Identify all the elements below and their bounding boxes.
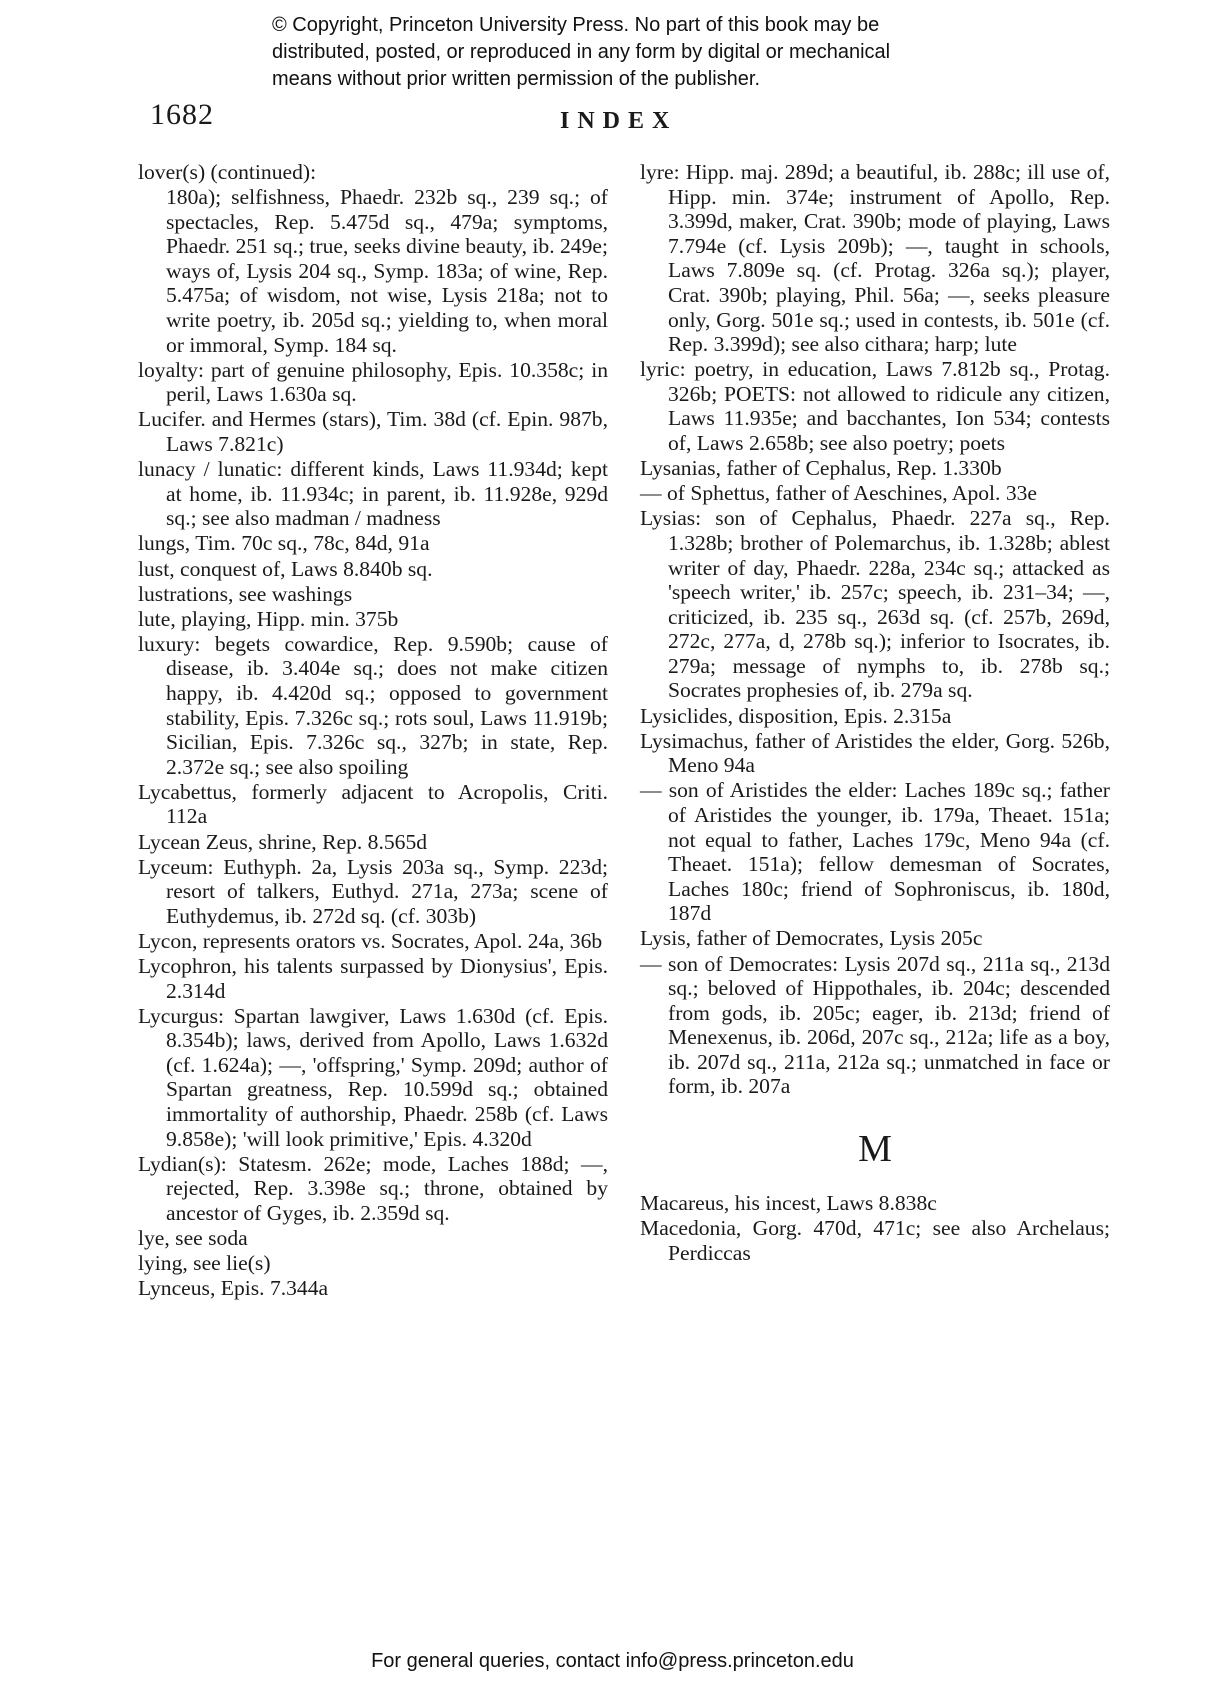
index-entry: 180a); selfishness, Phaedr. 232b sq., 239 sq.; of spectacles, Rep. 5.475d sq., 479a; symptoms, Phaedr. 251 sq.; true, seeks divine beauty, ib. 249e; ways of, Lysis 204 sq., Symp. 183a; of wine, Rep. 5.475a; of wisdom, not wise, Lysis 218a; not to write poetry, ib. 205d sq.; yielding to, when moral or immoral, Symp. 184 sq. [166, 185, 608, 357]
index-entry: loyalty: part of genuine philosophy, Epis. 10.358c; in peril, Laws 1.630a sq. [138, 357, 608, 407]
copyright-line-1: © Copyright, Princeton University Press. No part of this book may be [272, 14, 880, 36]
page-number: 1682 [150, 98, 214, 131]
index-entry: Lysiclides, disposition, Epis. 2.315a [640, 703, 952, 728]
running-head: INDEX [560, 108, 678, 134]
index-entry: Lydian(s): Statesm. 262e; mode, Laches 188d; —, rejected, Rep. 3.398e sq.; throne, obtained by ancestor of Gyges, ib. 2.359d sq. [138, 1151, 608, 1225]
index-entry: Lycophron, his talents surpassed by Dionysius', Epis. 2.314d [138, 954, 608, 1003]
index-entry: lye, see soda [138, 1226, 248, 1251]
index-entry: Lysis, father of Democrates, Lysis 205c [640, 926, 983, 951]
index-entry: Lynceus, Epis. 7.344a [138, 1276, 329, 1301]
index-entry: — son of Democrates: Lysis 207d sq., 211a sq., 213d sq.; beloved of Hippothales, ib. 204c; descended from gods, ib. 205c; eager, ib. 213d; friend of Menexenus, ib. 206d, 207c sq., 212a; life as a boy, ib. 207d sq., 211a, 212a sq.; unmatched in face or form, ib. 207a [640, 951, 1110, 1099]
index-entry: Lucifer. and Hermes (stars), Tim. 38d (cf. Epin. 987b, Laws 7.821c) [138, 407, 608, 457]
index-entry: Lysimachus, father of Aristides the elder, Gorg. 526b, Meno 94a [640, 728, 1110, 778]
index-entry: Lycean Zeus, shrine, Rep. 8.565d [138, 829, 428, 854]
index-entry: Lysias: son of Cephalus, Phaedr. 227a sq., Rep. 1.328b; brother of Polemarchus, ib. 1.328b; ablest writer of day, Phaedr. 228a, 234c sq.; attacked as 'speech writer,' ib. 257c; speech, ib. 231–34; —, criticized, ib. 235 sq., 263d sq. (cf. 257b, 269d, 272c, 277a, d, 278b sq.); inferior to Isocrates, ib. 279a; message of nymphs to, ib. 278b sq.; Socrates prophesies of, ib. 279a sq. [640, 506, 1110, 703]
footer-contact: For general queries, contact info@press.princeton.edu [371, 1650, 854, 1672]
index-entry: — son of Aristides the elder: Laches 189c sq.; father of Aristides the younger, ib. 179a, Theaet. 151a; not equal to father, Laches 179c, Meno 94a (cf. Theaet. 151a); fellow demesman of Socrates, Laches 180c; friend of Sophroniscus, ib. 180d, 187d [640, 778, 1110, 926]
index-entry: Lycabettus, formerly adjacent to Acropolis, Criti. 112a [138, 779, 608, 829]
index-entry: lying, see lie(s) [138, 1251, 271, 1276]
index-entry: lungs, Tim. 70c sq., 78c, 84d, 91a [138, 531, 430, 556]
index-entry: lute, playing, Hipp. min. 375b [138, 606, 399, 631]
section-letter: M [858, 1128, 892, 1171]
index-entry: lyre: Hipp. maj. 289d; a beautiful, ib. 288c; ill use of, Hipp. min. 374e; instrument of Apollo, Rep. 3.399d, maker, Crat. 390b; mode of playing, Laws 7.794e (cf. Lysis 209b); —, taught in schools, Laws 7.809e sq. (cf. Protag. 326a sq.); player, Crat. 390b; playing, Phil. 56a; —, seeks pleasure only, Gorg. 501e sq.; used in contests, ib. 501e (cf. Rep. 3.399d); see also cithara; harp; lute [640, 160, 1110, 357]
index-entry: Macedonia, Gorg. 470d, 471c; see also Archelaus; Perdiccas [640, 1216, 1110, 1265]
index-entry: Lycon, represents orators vs. Socrates, Apol. 24a, 36b [138, 928, 603, 953]
copyright-line-2: distributed, posted, or reproduced in any form by digital or mechanical [272, 41, 891, 63]
index-entry: luxury: begets cowardice, Rep. 9.590b; cause of disease, ib. 3.404e sq.; does not make citizen happy, ib. 4.420d sq.; opposed to government stability, Epis. 7.326c sq.; rots soul, Laws 11.919b; Sicilian, Epis. 7.326c sq., 327b; in state, Rep. 2.372e sq.; see also spoiling [138, 631, 608, 779]
index-entry: Lysanias, father of Cephalus, Rep. 1.330b [640, 456, 1002, 481]
index-entry: lyric: poetry, in education, Laws 7.812b sq., Protag. 326b; POETS: not allowed to ridicule any citizen, Laws 11.935e; and bacchantes, Ion 534; contests of, Laws 2.658b; see also poetry; poets [640, 357, 1110, 456]
copyright-notice [272, 12, 992, 93]
index-entry: Lyceum: Euthyph. 2a, Lysis 203a sq., Symp. 223d; resort of talkers, Euthyd. 271a, 273a; scene of Euthydemus, ib. 272d sq. (cf. 303b) [138, 854, 608, 928]
copyright-line-3: means without prior written permission of the publisher. [272, 68, 761, 90]
index-entry: Lycurgus: Spartan lawgiver, Laws 1.630d (cf. Epis. 8.354b); laws, derived from Apollo, Laws 1.632d (cf. 1.624a); —, 'offspring,' Symp. 209d; author of Spartan greatness, Rep. 10.599d sq.; obtained immortality of authorship, Phaedr. 258b (cf. Laws 9.858e); 'will look primitive,' Epis. 4.320d [138, 1003, 608, 1151]
index-entry: lover(s) (continued): [138, 160, 317, 184]
left-column [138, 160, 608, 1301]
index-entry: lust, conquest of, Laws 8.840b sq. [138, 556, 433, 581]
index-entry: Macareus, his incest, Laws 8.838c [640, 1191, 937, 1216]
index-entry: lustrations, see washings [138, 581, 353, 606]
index-entry: lunacy / lunatic: different kinds, Laws 11.934d; kept at home, ib. 11.934c; in parent, ib. 11.928e, 929d sq.; see also madman / madness [138, 457, 608, 531]
index-entry: — of Sphettus, father of Aeschines, Apol. 33e [640, 481, 1038, 506]
right-column [640, 160, 1110, 1266]
